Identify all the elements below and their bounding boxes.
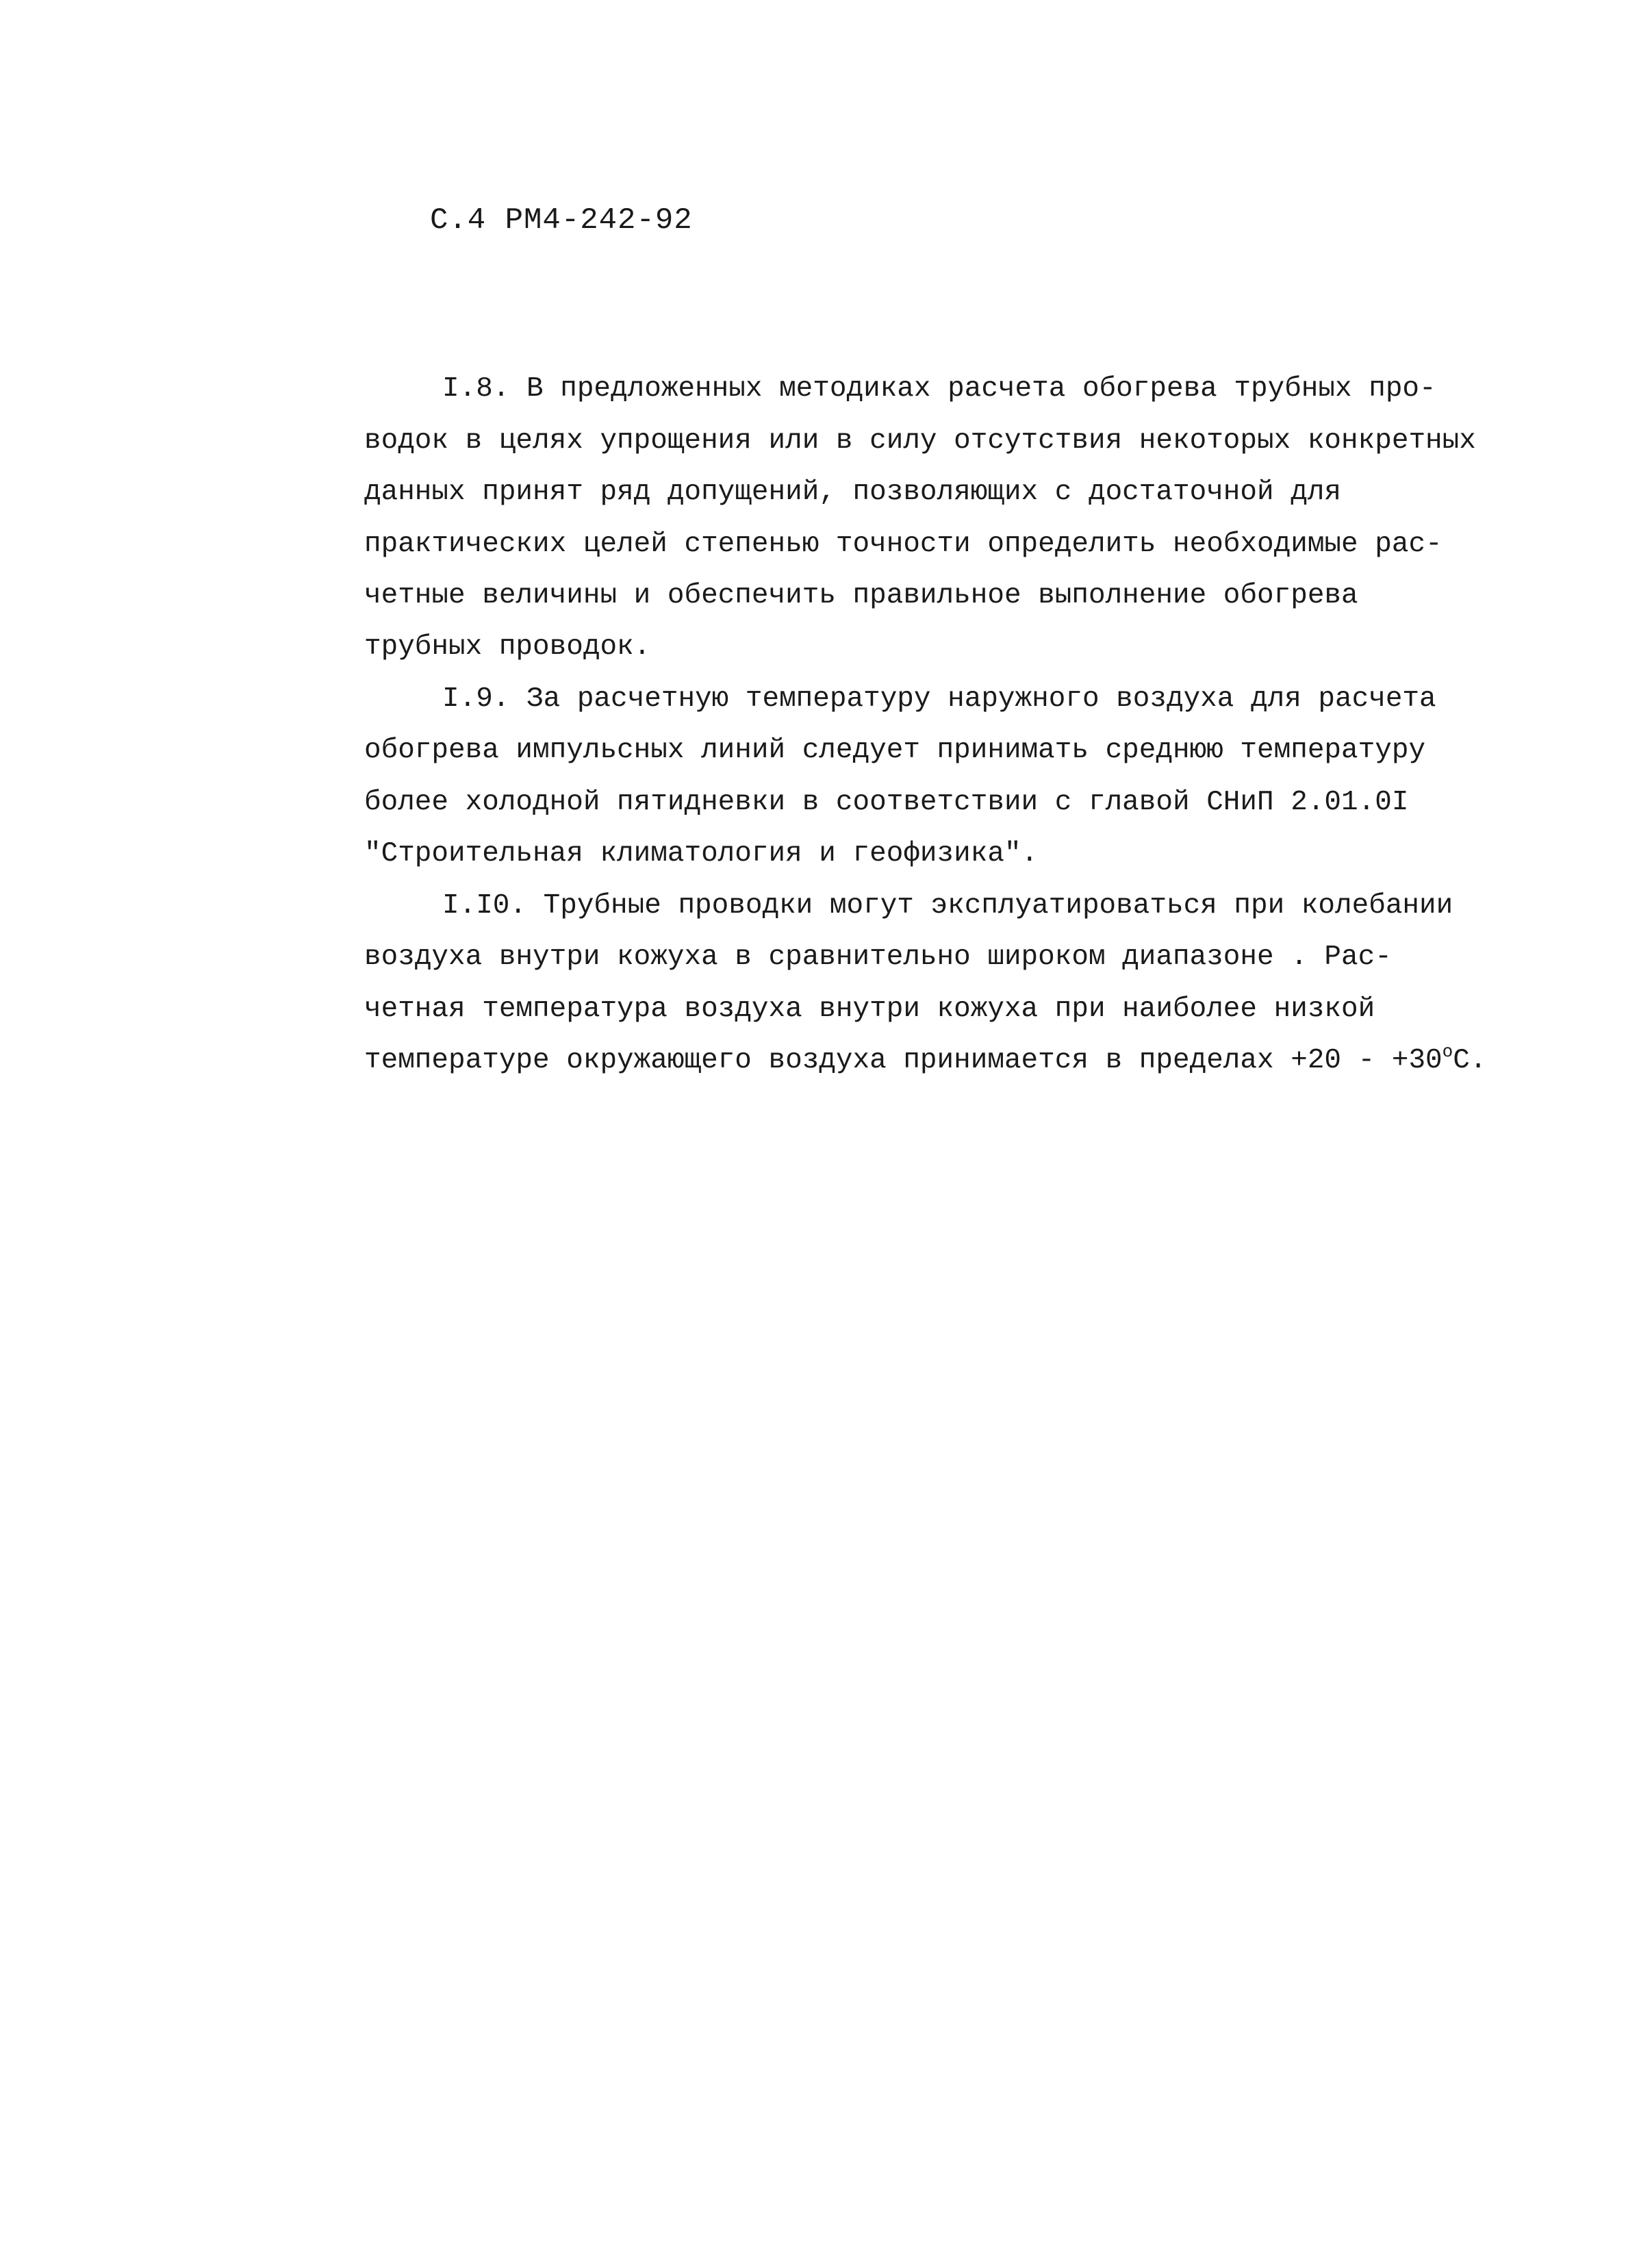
paragraph-1-9-line-4: "Строительная климатология и геофизика". [364, 838, 1039, 870]
paragraph-1-8-line-3: данных принят ряд допущений, позволяющих с достаточной для [364, 477, 1342, 508]
paragraph-1-8-line-2: водок в целях упрощения или в силу отсутствия некоторых конкретных [364, 425, 1476, 457]
degree-superscript: о [1442, 1041, 1453, 1062]
paragraph-1-9-line-3: более холодной пятидневки в соответствии с главой СНиП 2.01.0I [364, 787, 1409, 818]
paragraph-1-9-line-1: I.9. За расчетную температуру наружного воздуха для расчета [442, 683, 1436, 715]
paragraph-1-10-line-1: I.I0. Трубные проводки могут эксплуатироваться при колебании [442, 890, 1453, 922]
paragraph-1-8-line-5: четные величины и обеспечить правильное выполнение обогрева [364, 580, 1358, 611]
paragraph-1-8-line-1: I.8. В предложенных методиках расчета обогрева трубных про- [442, 373, 1436, 405]
page-header: С.4 РМ4-242-92 [430, 203, 693, 238]
paragraph-1-10-line-3: четная температура воздуха внутри кожуха при наиболее низкой [364, 993, 1375, 1025]
paragraph-1-10-line-4-text: температуре окружающего воздуха принимается в пределах +20 - +30 [364, 1045, 1443, 1076]
paragraph-1-8-line-6: трубных проводок. [364, 631, 651, 663]
paragraph-1-10-line-4-tail: С. [1453, 1045, 1487, 1076]
paragraph-1-10-line-2: воздуха внутри кожуха в сравнительно широком диапазоне . Рас- [364, 941, 1392, 973]
paragraph-1-8-line-4: практических целей степенью точности определить необходимые рас- [364, 529, 1443, 560]
paragraph-1-10-line-4 [364, 1041, 1487, 1076]
paragraph-1-9-line-2: обогрева импульсных линий следует принимать среднюю температуру [364, 735, 1426, 766]
